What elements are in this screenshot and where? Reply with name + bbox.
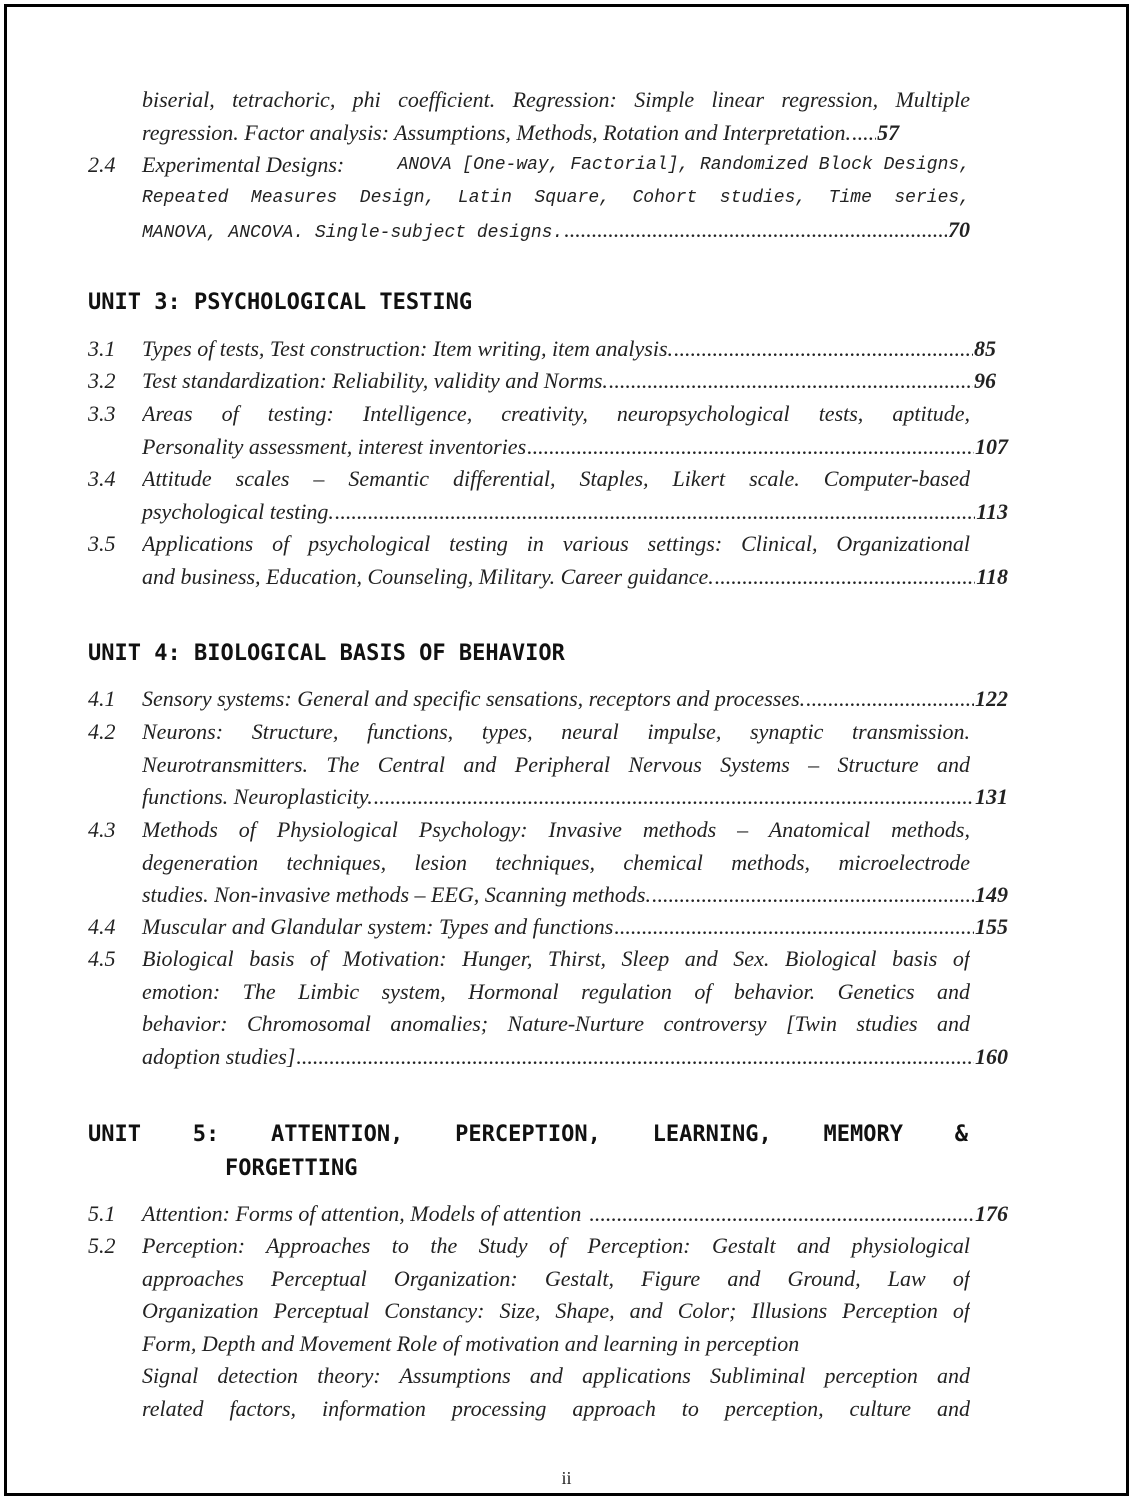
toc-section-number: 3.1 xyxy=(88,336,116,361)
toc-section-number: 3.4 xyxy=(88,466,116,491)
leader-dots xyxy=(674,333,973,366)
toc-entry-4-4 xyxy=(88,911,1008,944)
toc-section-number: 3.3 xyxy=(88,401,116,426)
toc-page-number: 149 xyxy=(975,882,1008,907)
toc-page-number: 107 xyxy=(975,433,1008,459)
toc-text: Types of tests, Test construction: Item writing, item analysis. xyxy=(142,336,674,361)
toc-leader-line xyxy=(142,1041,1008,1074)
toc-section-number: 4.3 xyxy=(88,817,116,842)
toc-text: studies. Non-invasive methods – EEG, Scanning methods. xyxy=(142,882,651,907)
toc-leader-line xyxy=(142,561,1008,594)
toc-leader-line xyxy=(142,1198,1008,1231)
leader-dots xyxy=(652,879,974,912)
unit-4-heading: UNIT 4: BIOLOGICAL BASIS OF BEHAVIOR xyxy=(88,641,565,666)
toc-line: Biological basis of Motivation: Hunger, Thirst, Sleep and Sex. Biological basis of xyxy=(142,946,970,971)
leader-dots xyxy=(374,781,974,814)
toc-leader-line xyxy=(142,879,1008,912)
toc-entry-3-3 xyxy=(88,398,1008,463)
toc-line: related factors, information processing approach to perception, culture and xyxy=(142,1395,970,1421)
toc-entry-4-3 xyxy=(88,814,1008,912)
toc-text: Personality assessment, interest inventories xyxy=(142,433,527,459)
toc-text: Attention: Forms of attention, Models of attention xyxy=(142,1201,582,1226)
toc-text: Sensory systems: General and specific sensations, receptors and processes. xyxy=(142,686,806,711)
toc-text: psychological testing. xyxy=(142,498,334,524)
toc-line: biserial, tetrachoric, phi coefficient. Regression: Simple linear regression, Multiple xyxy=(142,87,970,112)
leader-dots xyxy=(715,561,975,594)
toc-page-number: 176 xyxy=(975,1201,1008,1226)
toc-entry-2-4 xyxy=(88,149,1008,250)
toc-section-number: 2.4 xyxy=(88,152,116,177)
unit-5-heading-continued: FORGETTING xyxy=(225,1156,358,1181)
toc-section-number: 4.4 xyxy=(88,914,116,939)
toc-page-number: 122 xyxy=(975,686,1008,711)
toc-section-number: 3.2 xyxy=(88,368,116,393)
leader-dots xyxy=(852,117,876,150)
toc-leader-line xyxy=(142,496,1008,529)
toc-line: Methods of Physiological Psychology: Invasive methods – Anatomical methods, xyxy=(142,817,970,842)
toc-text: regression. Factor analysis: Assumptions, Methods, Rotation and Interpretation. xyxy=(142,119,852,145)
toc-entry-4-1 xyxy=(88,683,1008,716)
toc-section-number: 3.5 xyxy=(88,531,116,556)
toc-line: Neurons: Structure, functions, types, neural impulse, synaptic transmission. xyxy=(142,719,970,744)
toc-line: Perception: Approaches to the Study of Perception: Gestalt and physiological xyxy=(142,1233,970,1258)
leader-dots xyxy=(335,496,975,529)
toc-leader-line xyxy=(142,683,1008,716)
toc-line: degeneration techniques, lesion techniques, chemical methods, microelectrode xyxy=(142,849,970,875)
leader-dots xyxy=(609,365,973,398)
toc-page-number: 70 xyxy=(948,217,970,242)
toc-leader-line xyxy=(142,333,996,366)
leader-dots xyxy=(296,1041,974,1074)
toc-text: Muscular and Glandular system: Types and functions xyxy=(142,914,614,939)
toc-line: Neurotransmitters. The Central and Peripheral Nervous Systems – Structure and xyxy=(142,751,970,777)
toc-line: emotion: The Limbic system, Hormonal regulation of behavior. Genetics and xyxy=(142,978,970,1004)
toc-text: and business, Education, Counseling, Military. Career guidance. xyxy=(142,563,714,589)
toc-leader-line xyxy=(142,911,1008,944)
toc-entry-3-4 xyxy=(88,463,1008,528)
toc-line: Areas of testing: Intelligence, creativity, neuropsychological tests, aptitude, xyxy=(142,401,970,426)
toc-page-number: 96 xyxy=(974,368,996,393)
toc-text: Test standardization: Reliability, validity and Norms. xyxy=(142,368,608,393)
toc-line: Form, Depth and Movement Role of motivation and learning in perception xyxy=(142,1330,800,1356)
toc-section-number: 5.2 xyxy=(88,1233,116,1258)
toc-line: approaches Perceptual Organization: Gestalt, Figure and Ground, Law of xyxy=(142,1265,970,1291)
toc-line: Applications of psychological testing in various settings: Clinical, Organizational xyxy=(142,531,970,556)
toc-line: Repeated Measures Design, Latin Square, Cohort studies, Time series, xyxy=(142,187,970,208)
toc-page-number: 57 xyxy=(877,119,900,145)
leader-dots xyxy=(806,683,974,716)
toc-entry-5-2 xyxy=(88,1230,1008,1425)
leader-dots xyxy=(589,1198,974,1231)
toc-section-number: 5.1 xyxy=(88,1201,116,1226)
toc-line: behavior: Chromosomal anomalies; Nature-Nurture controversy [Twin studies and xyxy=(142,1011,970,1036)
toc-entry-3-2 xyxy=(88,365,1008,398)
toc-page-number: 155 xyxy=(975,914,1008,939)
toc-text: MANOVA, ANCOVA. Single-subject designs. xyxy=(142,223,564,243)
toc-text-mono: ANOVA [One-way, Factorial], Randomized Block Designs, xyxy=(397,155,970,175)
toc-line: Signal detection theory: Assumptions and applications Subliminal perception and xyxy=(142,1363,970,1388)
toc-page-number: 85 xyxy=(974,336,996,361)
toc-text: Experimental Designs: xyxy=(142,152,345,177)
toc-page-number: 118 xyxy=(976,563,1008,589)
toc-section-number: 4.5 xyxy=(88,946,116,971)
toc-line xyxy=(142,149,970,182)
toc-line: Organization Perceptual Constancy: Size, Shape, and Color; Illusions Perception of xyxy=(142,1298,970,1323)
toc-leader-line xyxy=(142,431,1008,464)
leader-dots xyxy=(564,214,947,247)
toc-leader-line xyxy=(142,781,1008,814)
toc-entry-5-1 xyxy=(88,1198,1008,1231)
toc-page-number: 131 xyxy=(975,784,1008,809)
toc-leader-line xyxy=(142,214,970,250)
toc-text: adoption studies] xyxy=(142,1043,296,1069)
page-number-footer: ii xyxy=(561,1468,572,1488)
toc-entry-4-5 xyxy=(88,943,1008,1073)
toc-section-number: 4.1 xyxy=(88,686,116,711)
toc-entry-3-1 xyxy=(88,333,1008,366)
toc-entry-4-2 xyxy=(88,716,1008,814)
toc-entry-2-3-continued xyxy=(88,84,1008,149)
unit-5-heading: UNIT 5: ATTENTION, PERCEPTION, LEARNING, MEMORY & xyxy=(88,1122,968,1147)
unit-3-heading: UNIT 3: PSYCHOLOGICAL TESTING xyxy=(88,290,473,315)
toc-text: functions. Neuroplasticity. xyxy=(142,784,373,809)
toc-page-number: 113 xyxy=(976,498,1008,524)
leader-dots xyxy=(527,431,974,464)
leader-dots xyxy=(614,911,974,944)
toc-entry-3-5 xyxy=(88,528,1008,593)
toc-line: Attitude scales – Semantic differential, Staples, Likert scale. Computer-based xyxy=(142,466,970,491)
toc-leader-line xyxy=(142,365,996,398)
toc-page-number: 160 xyxy=(975,1043,1008,1069)
toc-leader-line xyxy=(142,117,1008,150)
toc-section-number: 4.2 xyxy=(88,719,116,744)
